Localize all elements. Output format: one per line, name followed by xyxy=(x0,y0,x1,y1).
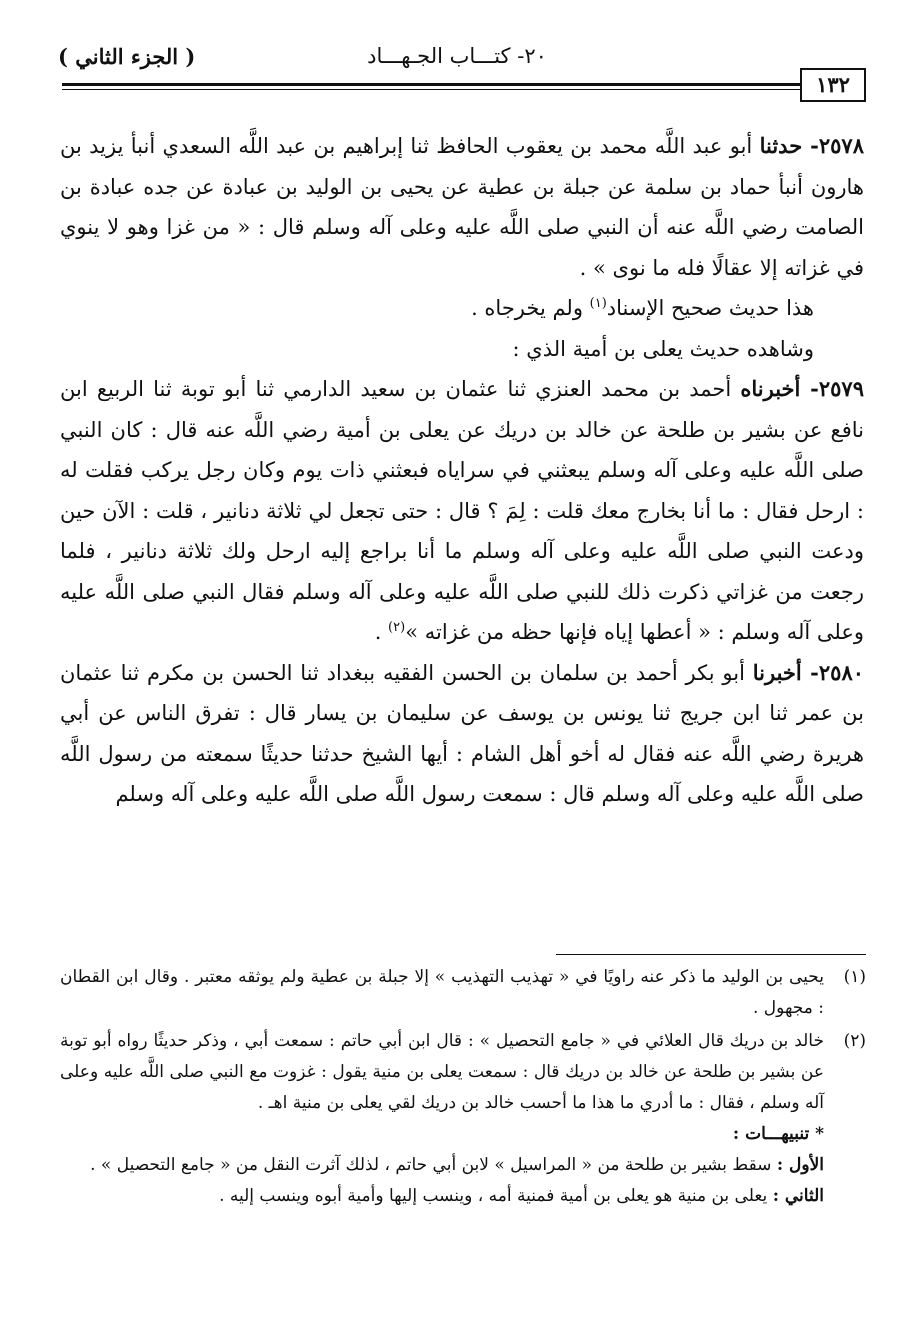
footnote-ref: (٢) xyxy=(388,620,406,635)
chapter-title: ٢٠- كتـــاب الجـهـــاد xyxy=(367,44,547,68)
header-rule xyxy=(62,83,832,86)
main-text xyxy=(60,126,864,815)
hadith-lead: حدثنا xyxy=(759,133,803,158)
footnote-2 xyxy=(60,1026,866,1212)
volume-label: ( الجزء الثاني ) xyxy=(58,44,196,69)
header-rule-thin xyxy=(62,89,832,90)
tanbih-second: الثاني : يعلى بن منية هو يعلى بن أمية فمنية أمه ، وينسب إليها وأمية أبوه وينسب إليه . xyxy=(219,1186,824,1206)
hadith-number: ٢٥٧٩ xyxy=(818,376,864,401)
footnote-text: خالد بن دريك قال العلائي في « جامع التحصيل » : قال ابن أبي حاتم : سمعت أبي ، وذكر حديثًا رواه أبو توبة عن بشير بن طلحة عن خالد بن دريك قال : سمعت يعلى بن منية يقول : غزوت مع النبي صلى اللَّه عليه وعلى آله وسلم ، فقال : ما أدري ما هذا ما أحسب خالد بن دريك لقي يعلى بن منية اهـ . xyxy=(60,1031,824,1113)
footnotes xyxy=(60,962,866,1214)
hadith-text: أحمد بن محمد العنزي ثنا عثمان بن سعيد الدارمي ثنا أبو توبة ثنا الربيع ابن نافع عن بشير بن طلحة عن خالد بن دريك عن يعلى بن أمية رضي اللَّه عنه قال : كان النبي صلى اللَّه عليه وعلى آله وسلم يبعثني في سراياه فبعثني ذات يوم وكان رجل يركب فقلت له : ارحل فقال : ما أنا بخارج معك قلت : لِمَ ؟ قال : حتى تجعل لي ثلاثة دنانير ، قلت : الآن حين ودعت النبي صلى اللَّه عليه وعلى آله وسلم ما أنا براجع إليه ارحل ولك ثلاثة دنانير ، فلما رجعت من غزاتي ذكرت ذلك للنبي صلى اللَّه عليه وعلى آله وسلم فقال النبي صلى اللَّه عليه وعلى آله وسلم : « أعطها إياه فإنها حظه من غزاته » xyxy=(60,377,864,644)
hadith-lead: أخبرناه xyxy=(740,376,801,401)
hadith-2579: ٢٥٧٩- أخبرناه أحمد بن محمد العنزي ثنا عثمان بن سعيد الدارمي ثنا أبو توبة ثنا الربيع ابن نافع عن بشير بن طلحة عن خالد بن دريك عن يعلى بن أمية رضي اللَّه عنه قال : كان النبي صلى اللَّه عليه وعلى آله وسلم يبعثني في سراياه فبعثني ذات يوم وكان رجل يركب فقلت له : ارحل فقال : ما أنا بخارج معك قلت : لِمَ ؟ قال : حتى تجعل لي ثلاثة دنانير ، قلت : الآن حين ودعت النبي صلى اللَّه عليه وعلى آله وسلم ما أنا براجع إليه ارحل ولك ثلاثة دنانير ، فلما رجعت من غزاتي ذكرت ذلك للنبي صلى اللَّه عليه وعلى آله وسلم فقال النبي صلى اللَّه عليه وعلى آله وسلم : « أعطها إياه فإنها حظه من غزاته »$^{(٢)}$ . xyxy=(60,376,864,644)
footnote-text: يحيى بن الوليد ما ذكر عنه راويًا في « تهذيب التهذيب » إلا جبلة بن عطية ولم يوثقه معتبر . وقال ابن القطان : مجهول . xyxy=(60,967,824,1018)
page-header xyxy=(50,42,864,76)
footnote-separator xyxy=(556,954,866,955)
footnote-number: (١) xyxy=(843,967,866,987)
hadith-text: أبو بكر أحمد بن سلمان بن الحسن الفقيه ببغداد ثنا الحسن بن مكرم ثنا عثمان بن عمر ثنا ابن جريج ثنا يونس بن يوسف عن سليمان بن يسار قال : تفرق الناس عن أبي هريرة رضي اللَّه عنه فقال له أخو أهل الشام : أيها الشيخ حدثنا حديثًا سمعته من رسول اللَّه صلى اللَّه عليه وعلى آله وسلم قال : سمعت رسول اللَّه صلى اللَّه عليه وعلى آله وسلم xyxy=(60,660,864,806)
hadith-lead: أخبرنا xyxy=(752,659,802,685)
footnote-number: (٢) xyxy=(843,1031,866,1051)
hadith-number: ٢٥٨٠ xyxy=(818,659,865,685)
footnote-1 xyxy=(60,962,866,1024)
grading-comment: هذا حديث صحيح الإسناد$^{(١)}$ ولم يخرجاه . xyxy=(471,296,814,320)
tanbihat-label: * تنبيهـــات : xyxy=(732,1124,824,1144)
hadith-2578: ٢٥٧٨- حدثنا أبو عبد اللَّه محمد بن يعقوب الحافظ ثنا إبراهيم بن عبد اللَّه السعدي أنبأ يزيد بن هارون أنبأ حماد بن سلمة عن جبلة بن عطية عن يحيى بن الوليد بن عبادة عن جده عبادة بن الصامت رضي اللَّه عنه أن النبي صلى اللَّه عليه وعلى آله وسلم قال : « من غزا وهو لا ينوي في غزاته إلا عقالًا فله ما نوى » . xyxy=(60,133,864,280)
hadith-number: ٢٥٧٨ xyxy=(818,133,864,158)
tanbih-first: الأول : سقط بشير بن طلحة من « المراسيل » لابن أبي حاتم ، لذلك آثرت النقل من « جامع التحصيل » . xyxy=(90,1155,824,1175)
witness-comment: وشاهده حديث يعلى بن أمية الذي : xyxy=(512,336,814,361)
hadith-text: أبو عبد اللَّه محمد بن يعقوب الحافظ ثنا إبراهيم بن عبد اللَّه السعدي أنبأ يزيد بن هارون أنبأ حماد بن سلمة عن جبلة بن عطية عن يحيى بن الوليد بن عبادة عن جده عبادة بن الصامت رضي اللَّه عنه أن النبي صلى اللَّه عليه وعلى آله وسلم قال : « من غزا وهو لا ينوي في غزاته إلا عقالًا فله ما نوى » . xyxy=(60,134,864,280)
hadith-2580: ٢٥٨٠- أخبرنا أبو بكر أحمد بن سلمان بن الحسن الفقيه ببغداد ثنا الحسن بن مكرم ثنا عثمان بن عمر ثنا ابن جريج ثنا يونس بن يوسف عن سليمان بن يسار قال : تفرق الناس عن أبي هريرة رضي اللَّه عنه فقال له أخو أهل الشام : أيها الشيخ حدثنا حديثًا سمعته من رسول اللَّه صلى اللَّه عليه وعلى آله وسلم قال : سمعت رسول اللَّه صلى اللَّه عليه وعلى آله وسلم xyxy=(60,659,865,806)
page-number: ١٣٢ xyxy=(800,68,866,102)
footnote-ref: (١) xyxy=(589,296,607,311)
